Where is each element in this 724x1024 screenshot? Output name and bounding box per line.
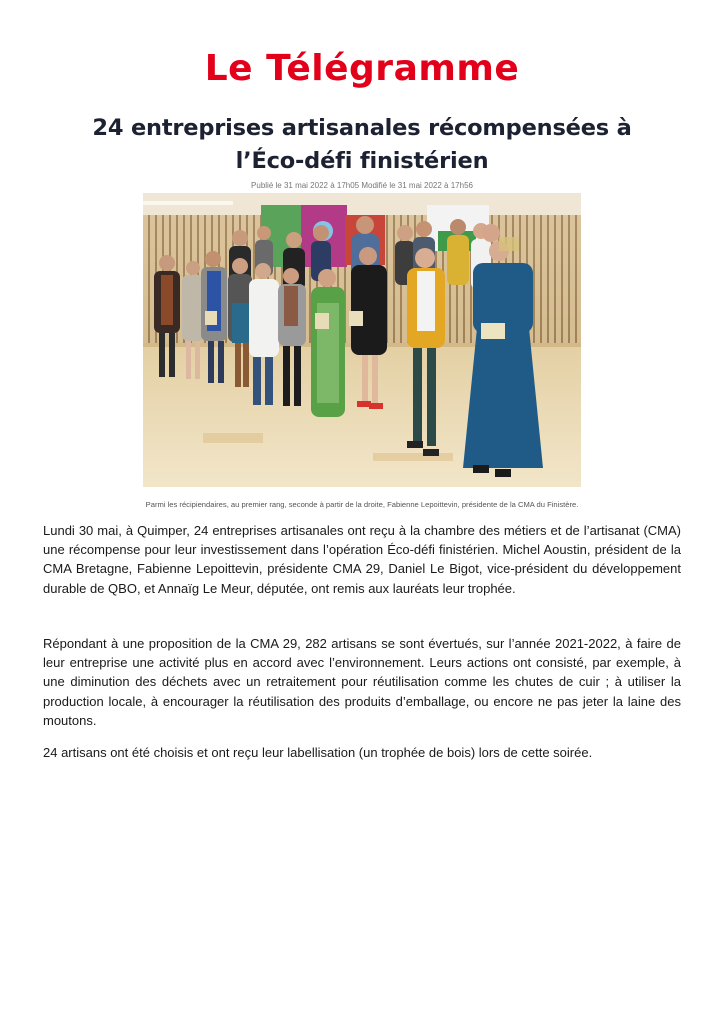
photo-caption: Parmi les récipiendaires, au premier rang, seconde à partir de la droite, Fabienne Lepoittevin, présidente de la CMA du Finistère. (145, 500, 579, 509)
article-paragraph: 24 artisans ont été choisis et ont reçu leur labellisation (un trophée de bois) lors de cette soirée. (43, 745, 593, 760)
group-photo-illustration (143, 193, 581, 487)
article-headline: 24 entreprises artisanales récompensées à l’Éco-défi finistérien (92, 115, 632, 174)
publication-date: Publié le 31 mai 2022 à 17h05 Modifié le 31 mai 2022 à 17h56 (251, 181, 473, 190)
article-photo (143, 193, 581, 487)
article-paragraph: Lundi 30 mai, à Quimper, 24 entreprises artisanales ont reçu à la chambre des métiers et de l’artisanat (CMA) une récompense pour leur investissement dans l’opération Éco-défi finistérien. Michel Aoustin, président de la CMA Bretagne, Fabienne Lepoittevin, présidente CMA 29, Daniel Le Bigot, vice-président du développement durable de QBO, et Annaïg Le Meur, députée, ont remis aux lauréats leur trophée. (43, 523, 681, 596)
article-paragraph: Répondant à une proposition de la CMA 29, 282 artisans se sont évertués, sur l’année 2021-2022, à faire de leur entreprise une activité plus en accord avec l’environnement. Leurs actions ont consisté, par exemple, à une diminution des déchets avec un retraitement pour réutilisation comme les chutes de cuir ; à utiliser la production locale, à encourager la réutilisation des produits d’emballage, ou encore ne pas jeter la laine des moutons. (43, 636, 681, 728)
masthead-logo: Le Télégramme (204, 48, 520, 89)
